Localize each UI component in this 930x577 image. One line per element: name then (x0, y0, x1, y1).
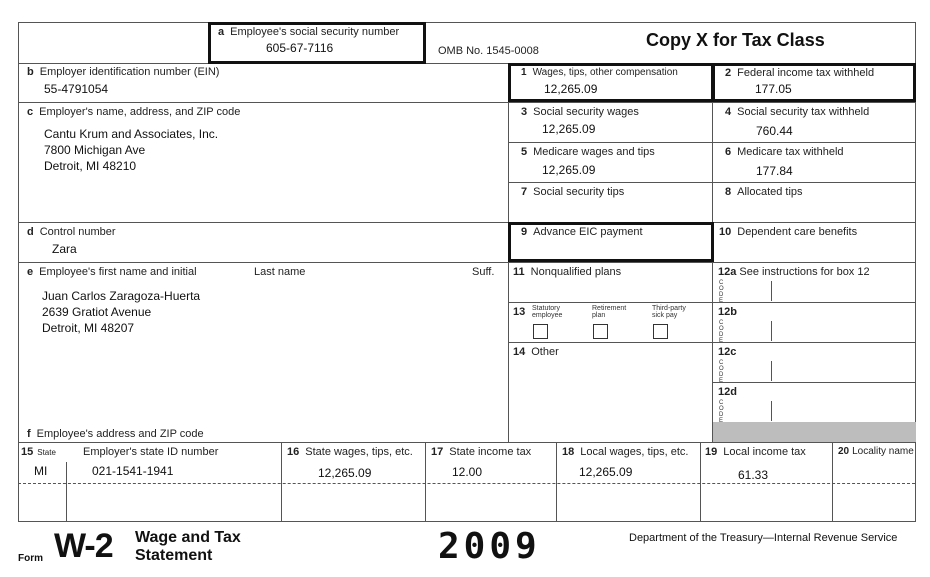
box12b-code: CODE (719, 320, 724, 344)
box8-label: 8 Allocated tips (725, 186, 803, 198)
box18-value: 12,265.09 (579, 465, 633, 479)
box1-label: 1 Wages, tips, other compensation (521, 67, 678, 78)
form-word: Form (18, 553, 43, 564)
box20-label: 20 Locality name (838, 446, 914, 457)
form-title-line-2: Statement (135, 547, 213, 564)
box5-label: 5 Medicare wages and tips (521, 146, 655, 158)
box13-label: 13 (513, 306, 526, 318)
control-number-value: Zara (52, 242, 77, 256)
box10-label: 10 Dependent care benefits (719, 226, 858, 238)
third-party-sick-pay-checkbox[interactable] (653, 324, 668, 339)
form-title (135, 529, 241, 565)
box19-value: 61.33 (738, 468, 769, 482)
box6-value: 177.84 (756, 164, 793, 178)
box4-label: 4 Social security tax withheld (725, 106, 870, 118)
box12d-code: CODE (719, 400, 724, 424)
copy-title: Copy X for Tax Class (646, 30, 825, 50)
box17-label: 17 State income tax (431, 446, 532, 458)
employer-line-2: 7800 Michigan Ave (44, 143, 146, 157)
tax-year: 2009 (438, 526, 541, 567)
box17-value: 12.00 (452, 465, 483, 479)
box12d-label: 12d (718, 386, 737, 398)
box19-label: 19 Local income tax (705, 446, 806, 458)
employee-name-label: e Employee's first name and initial (27, 266, 197, 278)
third-party-sick-pay-label: Third-party sick pay (652, 305, 686, 319)
box12b-label: 12b (718, 306, 737, 318)
employer-line-3: Detroit, MI 48210 (44, 159, 137, 173)
form-title-line-1: Wage and Tax (135, 529, 241, 546)
ssn-label: a Employee's social security number (218, 26, 400, 38)
box2-value: 177.05 (755, 82, 792, 96)
statutory-employee-label: Statutory employee (532, 305, 563, 319)
omb-number: OMB No. 1545-0008 (438, 45, 539, 57)
box2-label: 2 Federal income tax withheld (725, 67, 875, 79)
box15-label: 15 State (21, 446, 56, 458)
box12c-label: 12c (718, 346, 737, 358)
employer-line-1: Cantu Krum and Associates, Inc. (44, 127, 219, 141)
box16-label: 16 State wages, tips, etc. (287, 446, 413, 458)
employer-state-id-label: Employer's state ID number (83, 446, 219, 458)
retirement-plan-label: Retirement plan (592, 305, 627, 319)
ssn-value: 605-67-7116 (266, 41, 334, 55)
employee-line-1: Juan Carlos Zaragoza-Huerta (42, 289, 201, 303)
box16-value: 12,265.09 (318, 466, 372, 480)
box6-label: 6 Medicare tax withheld (725, 146, 844, 158)
box18-label: 18 Local wages, tips, etc. (562, 446, 689, 458)
retirement-plan-checkbox[interactable] (593, 324, 608, 339)
box5-value: 12,265.09 (542, 163, 596, 177)
employee-address-label: f Employee's address and ZIP code (27, 428, 204, 440)
box12a-code: CODE (719, 280, 724, 304)
state-id-value: 021-1541-1941 (92, 464, 174, 478)
form-name: W-2 (54, 527, 113, 565)
employee-line-3: Detroit, MI 48207 (42, 321, 135, 335)
box1-value: 12,265.09 (544, 82, 598, 96)
statutory-employee-checkbox[interactable] (533, 324, 548, 339)
box14-label: 14 Other (513, 346, 559, 358)
department-text: Department of the Treasury—Internal Revenue Service (629, 532, 898, 544)
shaded-area (713, 422, 916, 442)
box12a-label: 12a See instructions for box 12 (718, 266, 870, 278)
last-name-label: Last name (254, 266, 306, 278)
box3-label: 3 Social security wages (521, 106, 639, 118)
box4-value: 760.44 (756, 124, 793, 138)
ein-label: b Employer identification number (EIN) (27, 66, 220, 78)
box12c-code: CODE (719, 360, 724, 384)
box11-label: 11 Nonqualified plans (513, 266, 622, 278)
employer-label: c Employer's name, address, and ZIP code (27, 106, 241, 118)
employee-line-2: 2639 Gratiot Avenue (42, 305, 152, 319)
ein-value: 55-4791054 (44, 82, 109, 96)
suffix-label: Suff. (472, 266, 495, 278)
box9-label: 9 Advance EIC payment (521, 226, 643, 238)
state-value: MI (34, 464, 48, 478)
box7-label: 7 Social security tips (521, 186, 625, 198)
box3-value: 12,265.09 (542, 122, 596, 136)
control-number-label: d Control number (27, 226, 116, 238)
